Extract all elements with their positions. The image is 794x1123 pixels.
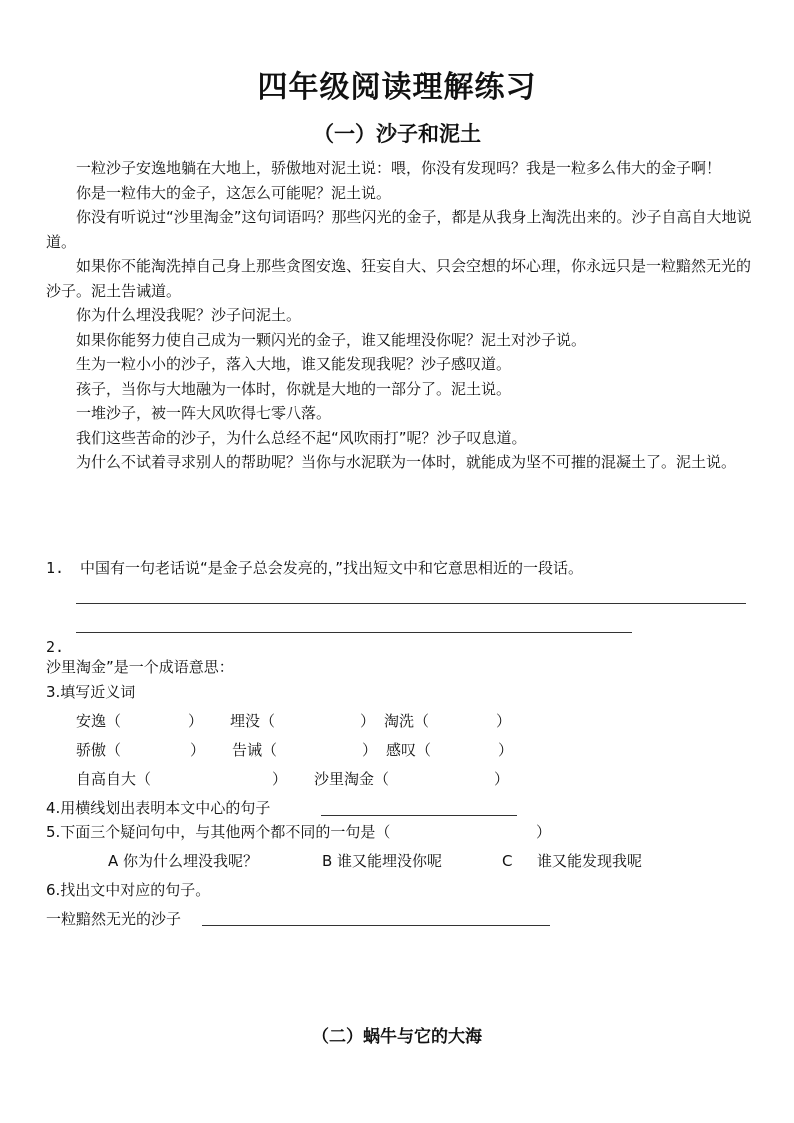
question-5-option-c: 谁又能发现我呢: [537, 852, 643, 870]
question-5-text: 5.下面三个疑问句中，与其他两个都不同的一句是（: [46, 823, 391, 841]
question-5-option-b: B 谁又能埋没你呢: [322, 852, 443, 870]
synonym-item-close: ）: [360, 712, 376, 730]
answer-line-6[interactable]: [202, 925, 550, 926]
page-title: 四年级阅读理解练习: [257, 70, 537, 105]
answer-line-2[interactable]: [76, 632, 632, 633]
question-1-text: 中国有一句老话说“是金子总会发亮的，”找出短文中和它意思相近的一段话。: [80, 559, 584, 577]
question-5-option-a: A 你为什么埋没我呢？: [108, 852, 259, 870]
question-6-text: 6.找出文中对应的句子。: [46, 881, 211, 899]
synonym-item-label: 感叹（: [386, 741, 432, 759]
story-paragraph: 如果你能努力使自己成为一颗闪光的金子，谁又能埋没你呢？泥土对沙子说。: [76, 330, 587, 349]
question-2-text: 沙里淘金”是一个成语意思：: [46, 658, 234, 676]
question-5-close: ）: [536, 823, 552, 841]
story-text: [46, 156, 758, 475]
section-1-heading: （一）沙子和泥土: [313, 121, 481, 146]
question-3-text: 3.填写近义词: [46, 683, 136, 701]
synonym-item-label: 淘洗（: [384, 712, 430, 730]
synonym-item-close: ）: [496, 712, 512, 730]
synonym-item-label: 沙里淘金（: [314, 770, 390, 788]
synonym-item-label: 自高自大（: [76, 770, 152, 788]
story-paragraph: 我们这些苦命的沙子，为什么总经不起“风吹雨打”呢？沙子叹息道。: [76, 428, 527, 447]
synonym-item-label: 骄傲（: [76, 741, 122, 759]
story-paragraph: 孩子，当你与大地融为一体时，你就是大地的一部分了。泥土说。: [76, 379, 512, 398]
story-paragraph: 如果你不能淘洗掉自己身上那些贪图安逸、狂妄自大、只会空想的坏心理，你永远只是一粒黯然无光的沙子。泥土告诫道。: [46, 257, 752, 300]
story-paragraph: 生为一粒小小的沙子，落入大地，谁又能发现我呢？沙子感叹道。: [76, 355, 512, 373]
question-5-option-c-letter: C: [502, 852, 513, 870]
answer-line-4[interactable]: [321, 815, 517, 816]
section-2-heading: （二）蜗牛与它的大海: [312, 1027, 482, 1047]
story-paragraph: 你为什么埋没我呢？沙子问泥土。: [76, 306, 302, 324]
story-paragraph: 你是一粒伟大的金子，这怎么可能呢？泥土说。: [76, 183, 392, 202]
question-2-number: 2.: [46, 638, 65, 656]
synonym-item-close: ）: [362, 741, 378, 759]
synonym-item-close: ）: [498, 741, 514, 759]
story-paragraph: 一粒沙子安逸地躺在大地上，骄傲地对泥土说：喂，你没有发现吗？我是一粒多么伟大的金子啊！: [76, 159, 722, 177]
synonym-item-close: ）: [188, 712, 204, 730]
question-1-number: 1.: [46, 559, 65, 577]
question-6-prompt: 一粒黯然无光的沙子: [46, 910, 182, 928]
story-paragraph: 为什么不试着寻求别人的帮助呢？当你与水泥联为一体时，就能成为坚不可摧的混凝土了。泥土说。: [76, 453, 737, 471]
synonym-item-label: 埋没（: [230, 712, 276, 730]
synonym-item-close: ）: [494, 770, 510, 788]
answer-line-1[interactable]: [76, 603, 746, 604]
synonym-item-close: ）: [272, 770, 288, 788]
question-4-text: 4.用横线划出表明本文中心的句子: [46, 799, 271, 817]
story-paragraph: 你没有听说过“沙里淘金”这句词语吗？那些闪光的金子，都是从我身上淘洗出来的。沙子自高自大地说道。: [46, 208, 752, 251]
synonym-item-label: 安逸（: [76, 712, 122, 730]
synonym-item-close: ）: [190, 741, 206, 759]
synonym-item-label: 告诫（: [232, 741, 278, 759]
story-paragraph: 一堆沙子，被一阵大风吹得七零八落。: [76, 404, 332, 422]
